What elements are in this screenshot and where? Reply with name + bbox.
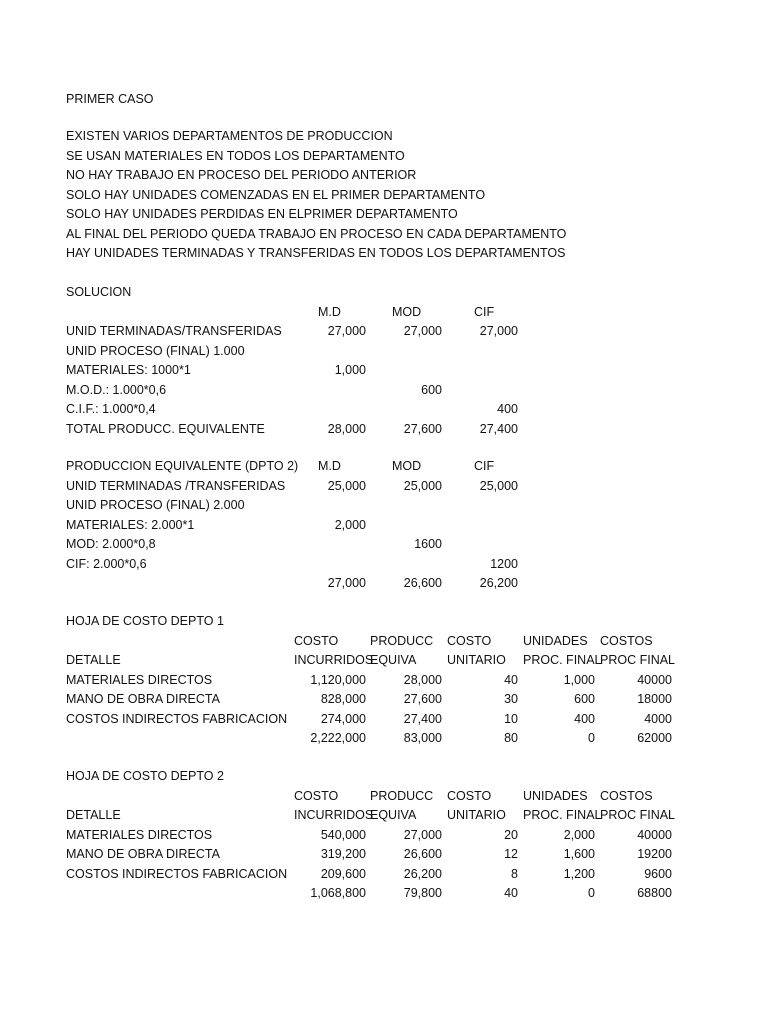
cost-value: 274,000 bbox=[320, 711, 366, 726]
column-header: DETALLE bbox=[66, 808, 121, 822]
cost-value: 27,400 bbox=[403, 711, 442, 726]
column-header: M.D bbox=[318, 304, 341, 319]
cost-value: 62000 bbox=[637, 731, 672, 745]
row-label: MATERIALES: 1000*1 bbox=[66, 363, 191, 377]
column-header: M.D bbox=[318, 459, 341, 473]
cost-value: 40 bbox=[504, 886, 518, 900]
assumption-line: SOLO HAY UNIDADES COMENZADAS EN EL PRIMER DEPARTAMENTO bbox=[66, 187, 486, 202]
cif-value: 27,000 bbox=[479, 324, 518, 338]
cost-value: 4000 bbox=[644, 711, 672, 726]
cost-value: 26,200 bbox=[403, 866, 442, 881]
column-header: PRODUCC bbox=[370, 633, 434, 648]
cost-sheet-title: HOJA DE COSTO DEPTO 2 bbox=[66, 769, 224, 783]
cost-value: 12 bbox=[504, 847, 518, 861]
cost-value: 27,600 bbox=[403, 692, 442, 706]
row-label: COSTOS INDIRECTOS FABRICACION bbox=[66, 711, 288, 726]
cost-value: 0 bbox=[588, 886, 595, 900]
row-label: MATERIALES DIRECTOS bbox=[66, 672, 213, 687]
cif-value: 400 bbox=[497, 402, 518, 416]
mod-value: 26,600 bbox=[403, 576, 442, 590]
cost-value: 26,600 bbox=[403, 847, 442, 861]
row-label: MANO DE OBRA DIRECTA bbox=[66, 692, 220, 706]
mod-value: 600 bbox=[421, 382, 442, 397]
row-label: MOD: 2.000*0,8 bbox=[66, 537, 156, 551]
column-header: PROC FINAL bbox=[600, 653, 676, 667]
cost-value: 540,000 bbox=[320, 827, 366, 842]
cost-value: 2,000 bbox=[563, 827, 595, 842]
cost-value: 2,222,000 bbox=[310, 731, 366, 745]
md-value: 27,000 bbox=[327, 576, 366, 590]
row-label: CIF: 2.000*0,6 bbox=[66, 556, 147, 571]
column-header: CIF bbox=[474, 459, 495, 473]
cost-value: 8 bbox=[511, 866, 518, 881]
assumption-line: NO HAY TRABAJO EN PROCESO DEL PERIODO ANTERIOR bbox=[66, 168, 417, 182]
cost-value: 1,120,000 bbox=[310, 672, 366, 687]
cost-value: 30 bbox=[504, 692, 518, 706]
cost-value: 10 bbox=[504, 711, 518, 726]
column-header: PRODUCC bbox=[370, 788, 434, 803]
column-header: COSTOS bbox=[600, 633, 653, 648]
cost-value: 18000 bbox=[637, 692, 672, 706]
column-header: INCURRIDOS bbox=[294, 808, 374, 822]
cost-value: 1,068,800 bbox=[310, 886, 366, 900]
cost-value: 83,000 bbox=[403, 731, 442, 745]
column-header: COSTO bbox=[294, 788, 339, 803]
row-label: UNID TERMINADAS /TRANSFERIDAS bbox=[66, 478, 286, 493]
cif-value: 26,200 bbox=[479, 576, 518, 590]
column-header: EQUIVA bbox=[370, 808, 417, 822]
row-label: C.I.F.: 1.000*0,4 bbox=[66, 402, 156, 416]
section-title: PRODUCCION EQUIVALENTE (DPTO 2) bbox=[66, 459, 299, 473]
row-label: MANO DE OBRA DIRECTA bbox=[66, 847, 220, 861]
cost-value: 40000 bbox=[637, 827, 672, 842]
md-value: 28,000 bbox=[327, 421, 366, 436]
cost-value: 9600 bbox=[644, 866, 672, 881]
row-label: UNID TERMINADAS/TRANSFERIDAS bbox=[66, 324, 282, 338]
cif-value: 27,400 bbox=[479, 421, 518, 436]
column-header: COSTOS bbox=[600, 788, 653, 803]
cost-value: 600 bbox=[574, 692, 595, 706]
cost-value: 1,600 bbox=[563, 847, 595, 861]
md-value: 27,000 bbox=[327, 324, 366, 338]
cost-sheet-title: HOJA DE COSTO DEPTO 1 bbox=[66, 614, 224, 628]
cost-value: 319,200 bbox=[320, 847, 366, 861]
cost-value: 0 bbox=[588, 731, 595, 745]
column-header: CIF bbox=[474, 304, 495, 319]
cost-value: 80 bbox=[504, 731, 518, 745]
cost-value: 209,600 bbox=[320, 866, 366, 881]
cost-value: 27,000 bbox=[403, 827, 442, 842]
cif-value: 1200 bbox=[490, 556, 518, 571]
assumption-line: EXISTEN VARIOS DEPARTAMENTOS DE PRODUCCION bbox=[66, 129, 393, 143]
assumption-line: SOLO HAY UNIDADES PERDIDAS EN ELPRIMER DEPARTAMENTO bbox=[66, 207, 458, 221]
column-header: COSTO bbox=[294, 633, 339, 648]
cost-value: 1,000 bbox=[563, 672, 595, 687]
column-header: COSTO bbox=[447, 788, 492, 803]
row-label: UNID PROCESO (FINAL) 1.000 bbox=[66, 343, 245, 358]
cif-value: 25,000 bbox=[479, 478, 518, 493]
cost-value: 40000 bbox=[637, 672, 672, 687]
column-header: UNITARIO bbox=[447, 653, 506, 667]
cost-value: 19200 bbox=[637, 847, 672, 861]
assumption-line: SE USAN MATERIALES EN TODOS LOS DEPARTAMENTO bbox=[66, 148, 405, 163]
cost-value: 828,000 bbox=[320, 692, 366, 706]
md-value: 2,000 bbox=[334, 517, 366, 532]
column-header: PROC FINAL bbox=[600, 808, 676, 822]
cost-value: 79,800 bbox=[403, 886, 442, 900]
cost-value: 1,200 bbox=[563, 866, 595, 881]
mod-value: 1600 bbox=[414, 537, 442, 551]
md-value: 25,000 bbox=[327, 478, 366, 493]
column-header: MOD bbox=[392, 304, 422, 319]
row-label: UNID PROCESO (FINAL) 2.000 bbox=[66, 498, 245, 512]
column-header: PROC. FINAL bbox=[523, 808, 602, 822]
page-title: PRIMER CASO bbox=[66, 92, 154, 106]
column-header: PROC. FINAL bbox=[523, 653, 602, 667]
row-label: COSTOS INDIRECTOS FABRICACION bbox=[66, 866, 288, 881]
row-label: M.O.D.: 1.000*0,6 bbox=[66, 382, 167, 397]
column-header: UNIDADES bbox=[523, 633, 588, 648]
column-header: INCURRIDOS bbox=[294, 653, 374, 667]
md-value: 1,000 bbox=[334, 363, 366, 377]
cost-value: 40 bbox=[504, 672, 518, 687]
column-header: EQUIVA bbox=[370, 653, 417, 667]
column-header: UNIDADES bbox=[523, 788, 588, 803]
mod-value: 27,000 bbox=[403, 324, 442, 338]
assumption-line: AL FINAL DEL PERIODO QUEDA TRABAJO EN PROCESO EN CADA DEPARTAMENTO bbox=[66, 226, 567, 241]
mod-value: 25,000 bbox=[403, 478, 442, 493]
row-label: MATERIALES: 2.000*1 bbox=[66, 517, 195, 532]
section-title: SOLUCION bbox=[66, 285, 132, 299]
assumption-line: HAY UNIDADES TERMINADAS Y TRANSFERIDAS EN TODOS LOS DEPARTAMENTOS bbox=[66, 246, 566, 260]
column-header: DETALLE bbox=[66, 653, 121, 667]
column-header: MOD bbox=[392, 459, 422, 473]
cost-value: 68800 bbox=[637, 886, 672, 900]
row-label: MATERIALES DIRECTOS bbox=[66, 827, 213, 842]
column-header: COSTO bbox=[447, 633, 492, 648]
cost-value: 400 bbox=[574, 711, 595, 726]
cost-value: 20 bbox=[504, 827, 518, 842]
cost-value: 28,000 bbox=[403, 672, 442, 687]
row-label: TOTAL PRODUCC. EQUIVALENTE bbox=[66, 421, 265, 436]
column-header: UNITARIO bbox=[447, 808, 506, 822]
mod-value: 27,600 bbox=[403, 421, 442, 436]
